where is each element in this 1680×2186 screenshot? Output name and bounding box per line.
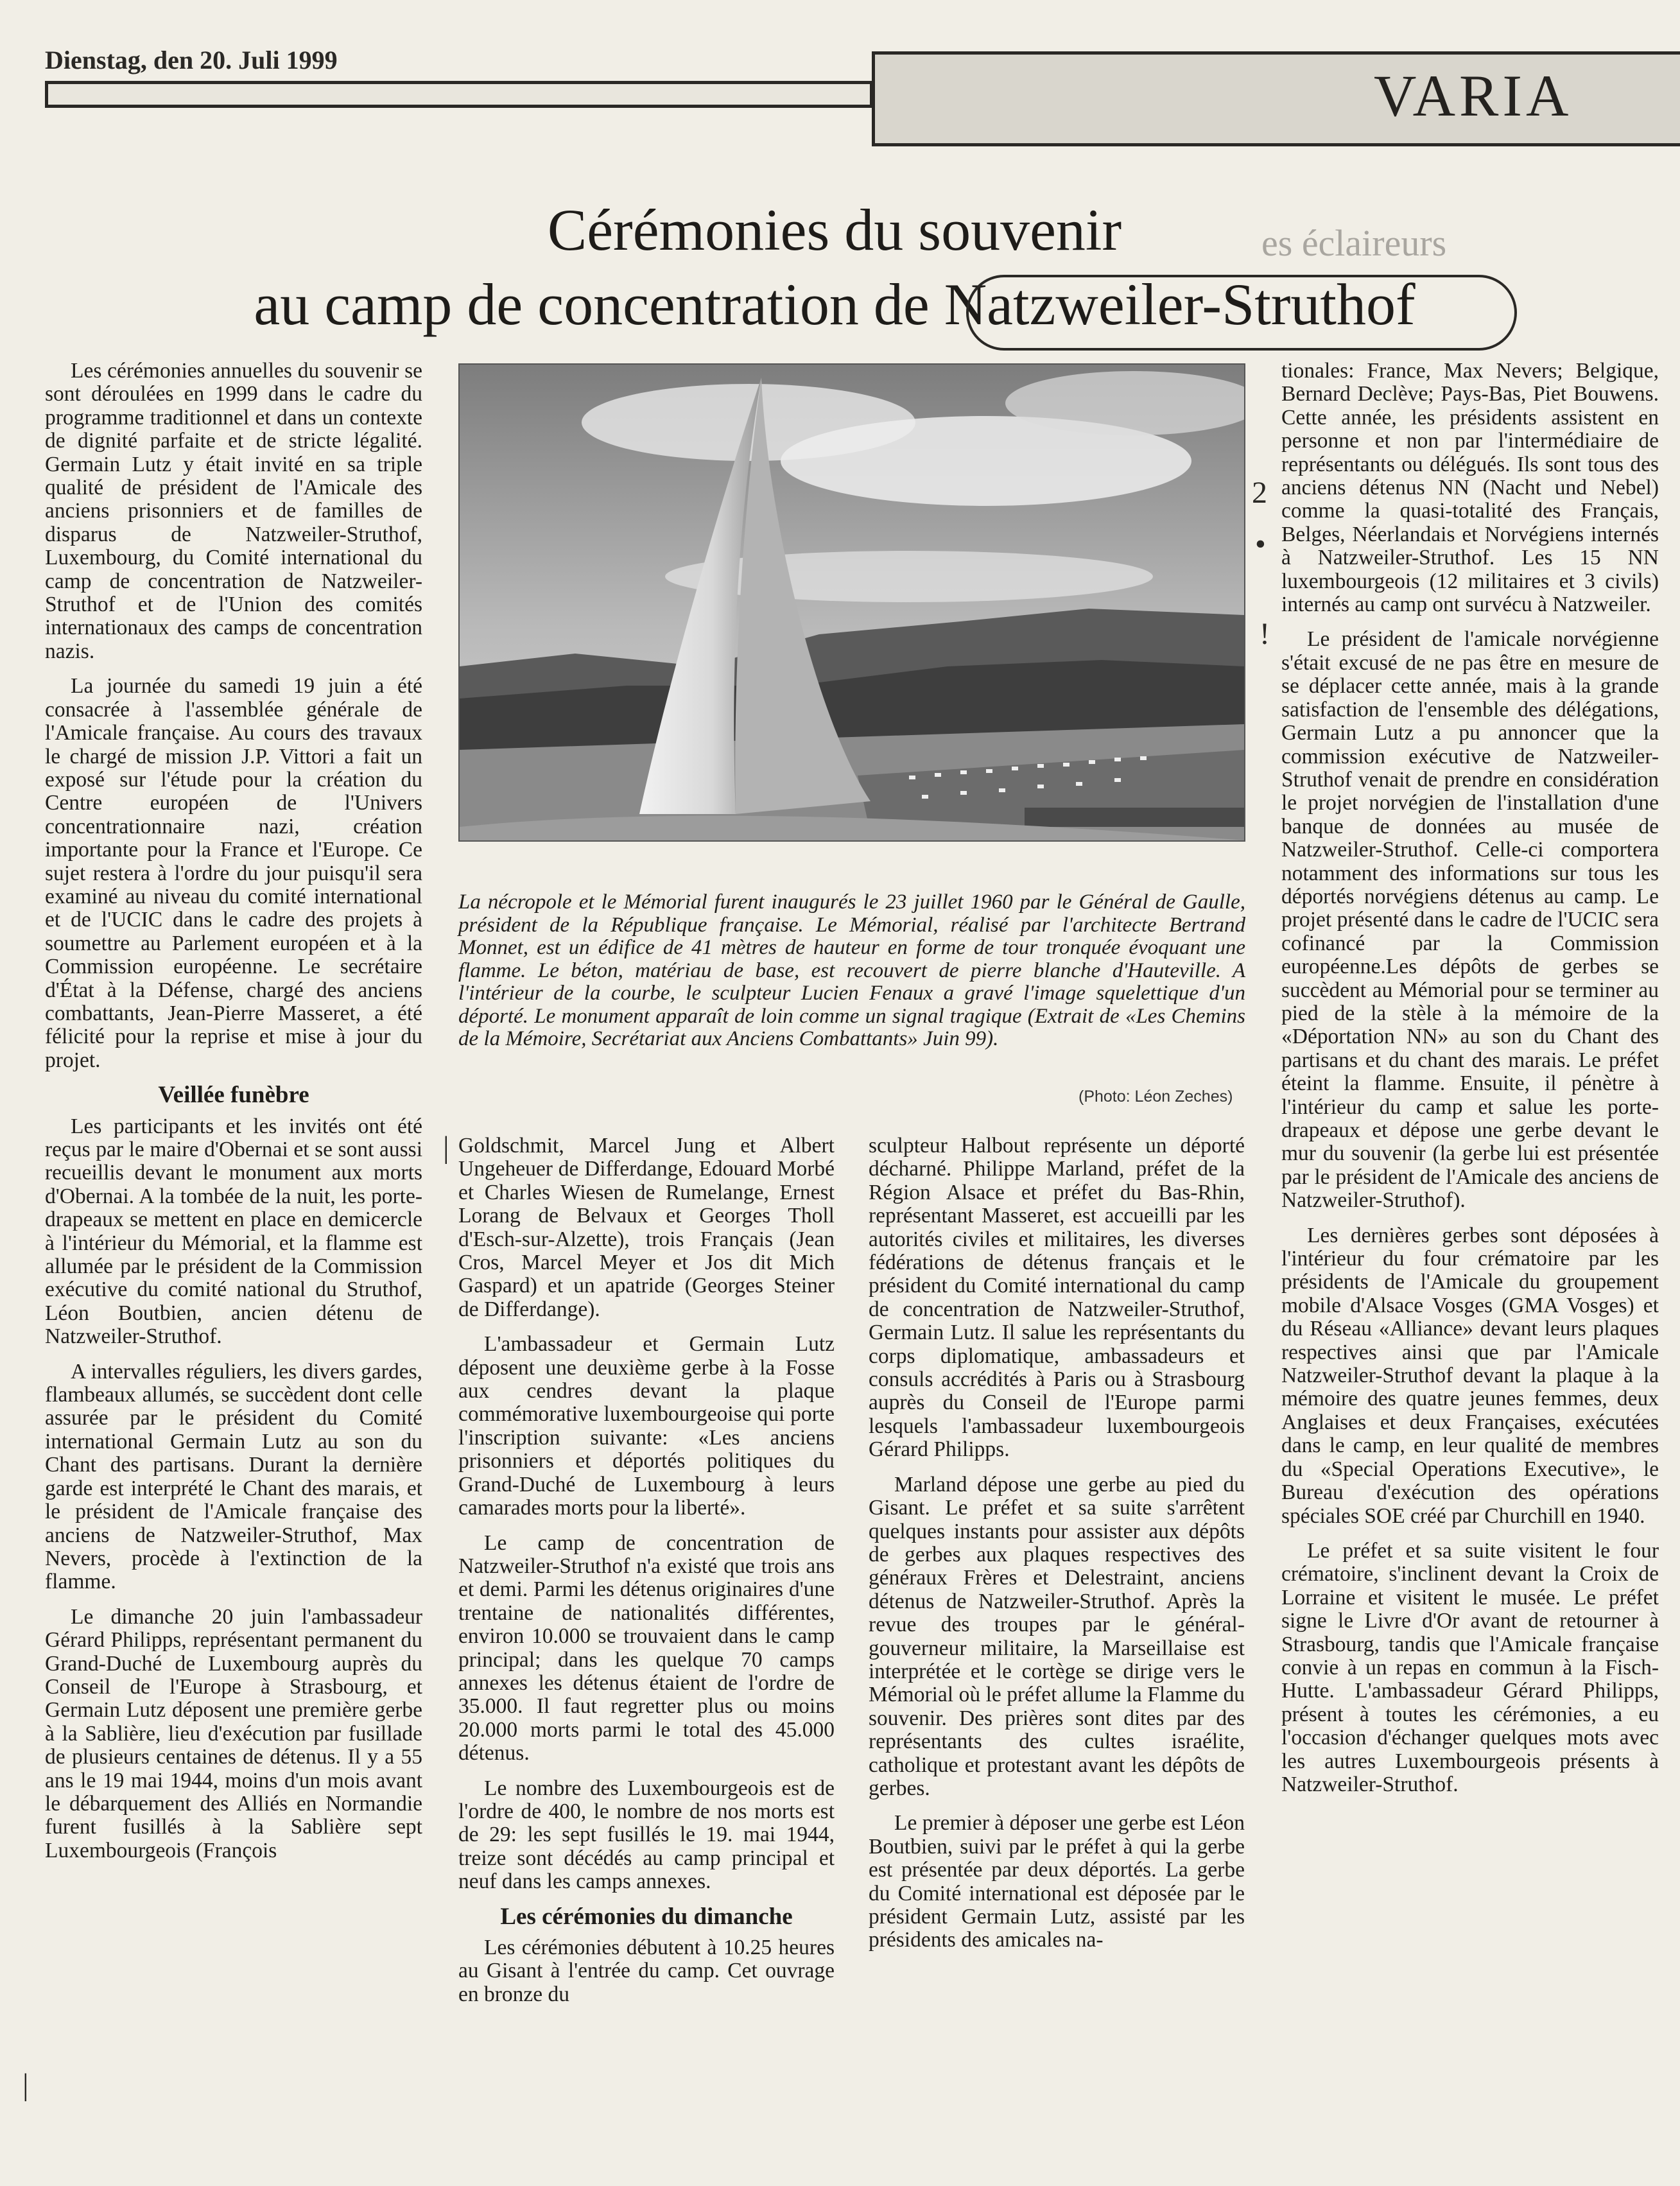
photo-credit: (Photo: Léon Zeches) <box>1078 1088 1233 1106</box>
headline-line-1: Cérémonies du souvenir <box>547 197 1122 263</box>
margin-mark: ! <box>1260 617 1270 651</box>
bleed-through-text: es éclaireurs <box>1261 222 1447 264</box>
dateline: Dienstag, den 20. Juli 1999 <box>45 46 338 74</box>
paragraph: Le camp de concentration de Natzweiler-Struthof n'a existé que trois ans et demi. Parmi les détenus originaires d'une trentaine de nationalités différentes, environ 10.000 se trouvaient dans le camp principal; dans les quelque 70 camps annexes les détenus étaient de l'ordre de 35.000. Il faut regretter plus ou moins 20.000 morts parmi le total des 45.000 détenus. <box>458 1531 835 1765</box>
photo-caption: La nécropole et le Mémorial furent inaugurés le 23 juillet 1960 par le Général de Gaulle, président de la République française. Le Mémorial, réalisé par l'architecte Bertrand Monnet, est un édifice de 41 mètres de hauteur en forme de tour tronquée évoquant une flamme. Le béton, matériau de base, est recouvert de pierre blanche d'Hauteville. A l'intérieur de la courbe, le sculpteur Lucien Fenaux a gravé l'image squelettique d'un déporté. Le monument apparaît de loin comme un signal tragique (Extrait de «Les Chemins de la Mémoire, Secrétariat aux Anciens Combattants» Juin 99). <box>458 890 1245 1050</box>
paragraph: Le nombre des Luxembourgeois est de l'ordre de 400, le nombre de nos morts est de 29: les sept fusillés le 19. mai 1944, treize sont décédés au camp principal et neuf dans les camps annexes. <box>458 1776 835 1894</box>
paragraph: Le dimanche 20 juin l'ambassadeur Gérard Philipps, représentant permanent du Grand-Duché de Luxembourg auprès du Conseil de l'Europe à Strasbourg, et Germain Lutz déposent une première gerbe à la Sablière, lieu d'exécution par fusillade de plusieurs centaines de détenus. Il y a 55 ans le 19 mai 1944, moins d'un mois avant le débarquement des Alliés en Normandie furent fusillés à la Sablière sept Luxembourgeois (François <box>45 1604 422 1862</box>
paragraph: Marland dépose une gerbe au pied du Gisant. Le préfet et sa suite s'arrêtent quelques instants pour assister aux dépôts de gerbes aux plaques respectives des généraux Frères et Delestraint, anciens détenus de Natzweiler-Struthof. Après la revue des troupes par le général-gouverneur militaire, la Marseillaise est interprétée et le cortège se dirige vers le Mémorial où le préfet allume la Flamme du souvenir. Des prières sont dites par des représentants des cultes israélite, catholique et protestant avant les dépôts de gerbes. <box>869 1472 1245 1800</box>
paragraph: Le premier à déposer une gerbe est Léon Boutbien, suivi par le préfet à qui la gerbe est présentée par deux déportés. La gerbe du Comité international est déposée par le président Germain Lutz, assisté par les présidents des amicales na- <box>869 1811 1245 1952</box>
article-column-1 <box>45 360 422 1874</box>
paragraph: Le préfet et sa suite visitent le four crématoire, s'inclinent devant la Croix de Lorraine et visitent le musée. Le préfet signe le Livre d'Or avant de retourner à Strasbourg, tandis que l'Amicale française convie à un repas en commun à la Fisch-Hutte. L'ambassadeur Gérard Philipps, présent à toutes les cérémonies, a eu l'occasion d'échanger quelques mots avec les autres Luxembourgeois présents à Natzweiler-Struthof. <box>1281 1538 1659 1796</box>
paragraph: sculpteur Halbout représente un déporté décharné. Philippe Marland, préfet de la Région Alsace et préfet du Bas-Rhin, représentant Masseret, est accueilli par les autorités civiles et militaires, les diverses fédérations de détenus français et le président du Comité international du camp de concentration de Natzweiler-Struthof, Germain Lutz. Il salue les représentants du corps diplomatique, ambassadeurs et consuls accrédités à Paris ou à Strasbourg auprès du Conseil de l'Europe parmi lesquels l'ambassadeur luxembourgeois Gérard Philipps. <box>869 1134 1245 1462</box>
article-column-2 <box>458 1134 835 2018</box>
paragraph: tionales: France, Max Nevers; Belgique, Bernard Declève; Pays-Bas, Piet Bouwens. Cette année, les présidents assistent en personne et non par l'intermédiaire de représentants ou délégués. Ils sont tous des anciens détenus NN (Nacht und Nebel) comme la quasi-totalité des Français, Belges, Néerlandais et Norvégiens internés à Natzweiler-Struthof. Les 15 NN luxembourgeois (12 militaires et 3 civils) internés au camp ont survécu à Natzweiler. <box>1281 359 1659 617</box>
section-label: VARIA <box>1374 63 1573 128</box>
memorial-photo <box>458 363 1245 842</box>
paragraph: A intervalles réguliers, les divers gardes, flambeaux allumés, se succèdent dont celle assurée par le président du Comité international Germain Lutz au son du Chant des partisans. Durant la dernière garde est interprété le Chant des marais, et le président de l'Amicale française des anciens de Natzweiler-Struthof, Max Nevers, procède à l'extinction de la flamme. <box>45 1359 422 1594</box>
headline <box>128 193 1541 342</box>
margin-mark: • <box>1255 527 1266 561</box>
paragraph: L'ambassadeur et Germain Lutz déposent une deuxième gerbe à la Fosse aux cendres devant la plaque commémorative luxembourgeoise qui porte l'inscription suivante: «Les anciens prisonniers et déportés politiques du Grand-Duché de Luxembourg à leurs camarades morts pour la liberté». <box>458 1332 835 1520</box>
paragraph: La journée du samedi 19 juin a été consacrée à l'assemblée générale de l'Amicale française. Au cours des travaux le chargé de mission J.P. Vittori a fait un exposé sur l'étude pour la création du Centre européen de l'Univers concentrationnaire nazi, création importante pour la France et l'Europe. Ce sujet restera à l'ordre du jour puisqu'il sera examiné au niveau du comité international et de l'UCIC dans le cadre des projets à soumettre au Parlement européen et à la Commission européenne. Le secrétaire d'État à la Défense, chargé des anciens combattants, Jean-Pierre Masseret, a été félicité pour la reprise et mise à jour du projet. <box>45 674 422 1072</box>
paragraph: Le président de l'amicale norvégienne s'était excusé de ne pas être en mesure de se déplacer cette année, mais à la grande satisfaction de l'ensemble des délégations, Germain Lutz a pu annoncer que la commission exécutive de Natzweiler-Struthof venait de prendre en considération le projet norvégien de l'installation d'une banque de données au musée de Natzweiler-Struthof. Celle-ci comportera notamment des informations sur tous les déportés norvégiens détenus au camp. Le projet présenté dans le cadre de l'UCIC sera cofinancé par la Commission européenne.Les dépôts de gerbes se succèdent au Mémorial pour se terminer au pied de la stèle à la mémoire de la «Déportation NN» au son du Chant des partisans et du chant des marais. Le préfet éteint la flamme. Ensuite, il pénètre à l'intérieur du camp et salue les porte-drapeaux et dépose une gerbe devant le mur du souvenir (la gerbe lui est présentée par le président de l'Amicale des anciens de Natzweiler-Struthof). <box>1281 627 1659 1213</box>
paragraph: Goldschmit, Marcel Jung et Albert Ungeheuer de Differdange, Edouard Morbé et Charles Wiesen de Rumelange, Ernest Lorang de Belvaux et Georges Tholl d'Esch-sur-Alzette), trois Français (Jean Cros, Marcel Meyer et Jos dit Mich Gaspard) et un apatride (Georges Steiner de Differdange). <box>458 1134 835 1321</box>
paragraph: Les participants et les invités ont été reçus par le maire d'Obernai et se sont aussi recueillis devant le monument aux morts d'Obernai. A la tombée de la nuit, les porte-drapeaux se mettent en place en demicercle à l'intérieur du Mémorial, et la flamme est allumée par le président de la Commission exécutive du comité national du Struthof, Léon Boutbien, ancien détenu de Natzweiler-Struthof. <box>45 1114 422 1349</box>
paragraph: Les dernières gerbes sont déposées à l'intérieur du four crématoire par les présidents de l'Amicale du groupement mobile d'Alsace Vosges (GMA Vosges) et du Réseau «Alliance» devant leurs plaques respectives ainsi que par l'Amicale Natzweiler-Struthof devant la plaque à la mémoire des quatre jeunes femmes, deux Anglaises et deux Françaises, exécutées dans le camp, en leur qualité de membres du «Special Operations Executive», le Bureau d'exécution des opérations spéciales SOE créé par Churchill en 1940. <box>1281 1223 1659 1528</box>
margin-mark: | <box>443 1131 449 1165</box>
article-column-3 <box>869 1134 1245 1964</box>
subheading: Les cérémonies du dimanche <box>500 1903 793 1930</box>
headline-line-2: au camp de concentration de Natzweiler-Struthof <box>254 272 1416 337</box>
subheading: Veillée funèbre <box>158 1082 309 1109</box>
paragraph: Les cérémonies débutent à 10.25 heures au Gisant à l'entrée du camp. Cet ouvrage en bronze du <box>458 1936 835 2006</box>
paragraph: Les cérémonies annuelles du souvenir se sont déroulées en 1999 dans le cadre du programme traditionnel et dans un contexte de dignité parfaite et de stricte légalité. Germain Lutz y était invité en sa triple qualité de président de l'Amicale des anciens prisonniers et de familles de disparus de Natzweiler-Struthof, Luxembourg, du Comité international du camp de concentration de Natzweiler-Struthof et de l'Union des comités internationaux des camps de concentration nazis. <box>45 359 422 663</box>
header-rule <box>45 81 873 108</box>
margin-mark: | <box>22 2068 29 2102</box>
margin-mark: 2 <box>1252 476 1267 510</box>
article-column-4 <box>1281 360 1659 1808</box>
